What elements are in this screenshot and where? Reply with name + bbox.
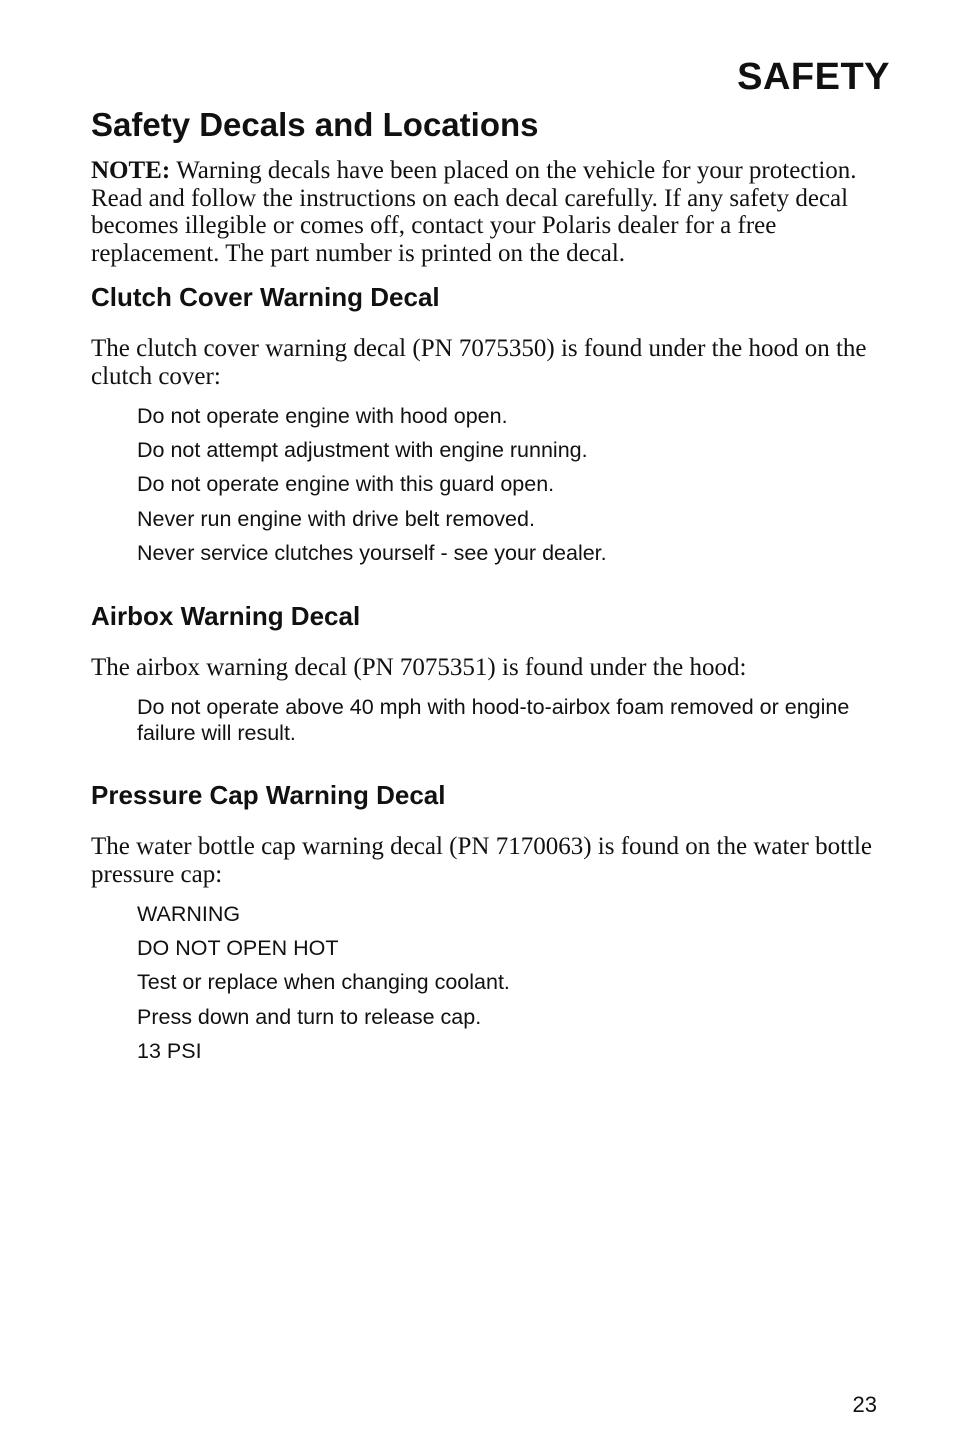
decal-line: Test or replace when changing coolant. <box>137 970 510 995</box>
airbox-heading: Airbox Warning Decal <box>91 601 361 631</box>
decal-line: Do not attempt adjustment with engine running. <box>137 438 588 463</box>
decal-line: Do not operate engine with hood open. <box>137 404 508 428</box>
section-title: SAFETY <box>737 56 890 98</box>
note-text: Warning decals have been placed on the vehicle for your protection. Read and follow the instructions on each decal carefully. If any safety decal becomes illegible or comes off, contact your Polaris dealer for a free replacement. The part number is printed on the decal. <box>91 157 857 267</box>
clutch-cover-heading: Clutch Cover Warning Decal <box>91 282 440 312</box>
decal-line: Do not operate engine with this guard open. <box>137 472 555 497</box>
decal-line: Never run engine with drive belt removed. <box>137 506 535 531</box>
decal-line: DO NOT OPEN HOT <box>137 936 339 961</box>
airbox-decal-text: Do not operate above 40 mph with hood-to-airbox foam removed or engine failure will result. <box>137 695 850 745</box>
airbox-intro: The airbox warning decal (PN 7075351) is found under the hood: <box>91 654 747 681</box>
pressure-cap-decal-text <box>137 897 510 1068</box>
pressure-cap-heading: Pressure Cap Warning Decal <box>91 780 446 810</box>
decal-line: WARNING <box>137 902 241 926</box>
clutch-cover-decal-text <box>137 399 607 570</box>
note-paragraph <box>91 157 891 267</box>
decal-line: 13 PSI <box>137 1038 202 1063</box>
decal-line: Never service clutches yourself - see your dealer. <box>137 540 607 565</box>
clutch-cover-intro: The clutch cover warning decal (PN 7075350) is found under the hood on the clutch cover: <box>91 335 867 390</box>
note-label: NOTE: <box>91 157 171 184</box>
page-number: 23 <box>852 1392 877 1417</box>
page-title: Safety Decals and Locations <box>91 106 539 143</box>
decal-line: Press down and turn to release cap. <box>137 1004 482 1029</box>
pressure-cap-intro: The water bottle cap warning decal (PN 7170063) is found on the water bottle pressure cap: <box>91 833 873 888</box>
